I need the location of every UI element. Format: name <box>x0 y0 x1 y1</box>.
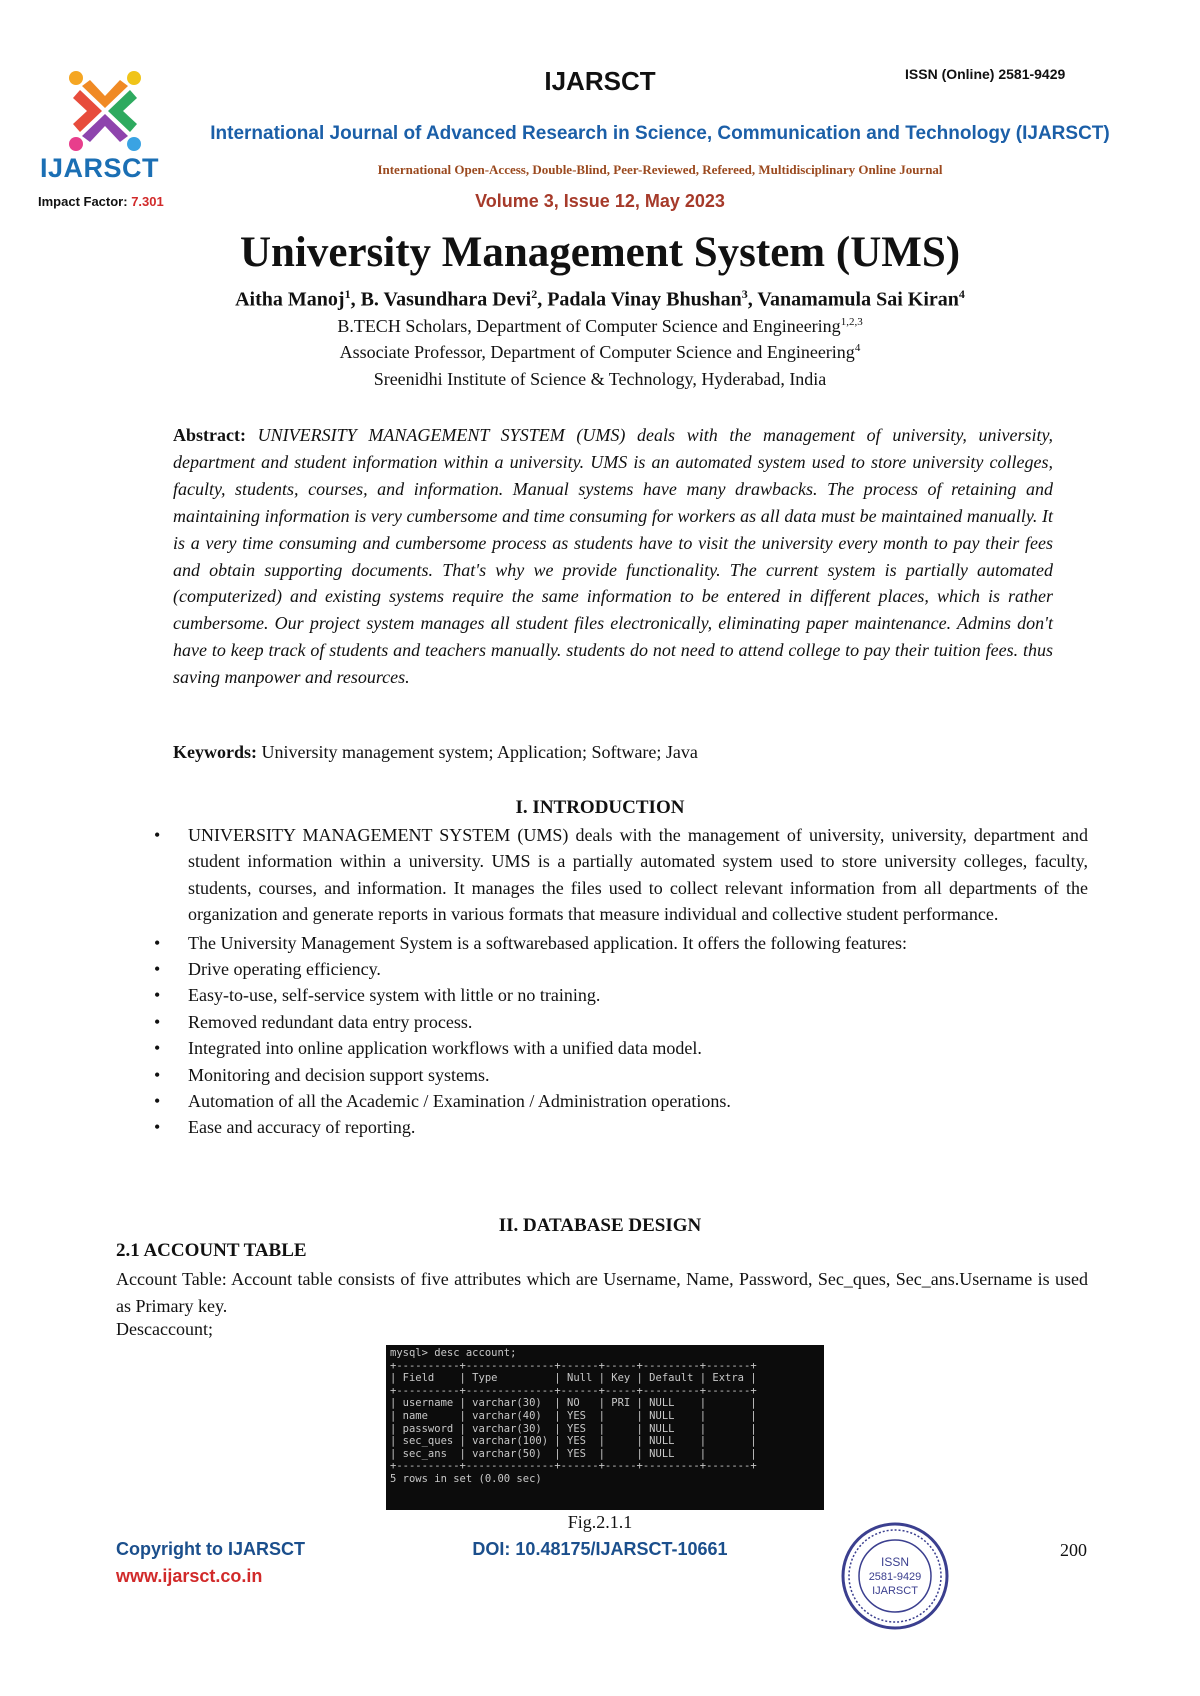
keywords <box>173 742 1053 763</box>
abstract <box>173 422 1053 691</box>
section-heading-introduction: I. INTRODUCTION <box>515 797 685 818</box>
issn-online: ISSN (Online) 2581-9429 <box>905 66 1066 82</box>
list-item-text: Easy-to-use, self-service system with little or no training. <box>188 985 601 1006</box>
account-table-description: Account Table: Account table consists of five attributes which are Username, Name, Password, Sec_ques, Sec_ans.Username is used as Primary key. <box>116 1269 1088 1316</box>
affiliation-sup: 1,2,3 <box>840 316 863 328</box>
section-heading-database-design: II. DATABASE DESIGN <box>498 1215 702 1236</box>
affiliation-text: B.TECH Scholars, Department of Computer Science and Engineering <box>337 316 841 336</box>
impact-factor-label: Impact Factor: <box>38 194 128 209</box>
list-item <box>150 1035 1088 1061</box>
desc-command-text: Descaccount; <box>116 1319 213 1339</box>
abstract-text: UNIVERSITY MANAGEMENT SYSTEM (UMS) deals with the management of university, university, department and student information within a university. UMS is an automated system used to store university colleges, faculty, students, courses, and information. Manual systems have many drawbacks. The process of retaining and maintaining information is very cumbersome and time consuming for workers as all data must be maintained manually. It is a very time consuming and cumbersome process as students have to visit the university every month to pay their fees and obtain supporting documents. That's why we provide functionality. The current system is partially automated (computerized) and existing systems require the same information to be entered in different places, which is rather cumbersome. Our project system manages all student files electronically, eliminating paper maintenance. Admins don't have to keep track of students and teachers manually. students do not need to attend college to pay their tuition fees. thus saving manpower and resources. <box>173 425 1054 688</box>
list-item <box>150 982 1088 1008</box>
seal-text: IJARSCT <box>872 1585 918 1597</box>
abstract-label: Abstract: <box>173 425 246 445</box>
bullet-icon: • <box>154 825 161 845</box>
bullet-icon: • <box>154 1117 161 1138</box>
affiliation-text: Associate Professor, Department of Computer Science and Engineering <box>339 342 855 362</box>
copyright-text: Copyright to IJARSCT <box>116 1539 305 1559</box>
list-item <box>150 1009 1088 1035</box>
terminal-table-line: | name | varchar(40) | YES | | NULL | | <box>390 1409 757 1422</box>
author-separator: , <box>537 288 548 311</box>
list-item <box>150 1088 1088 1114</box>
list-item-text: Monitoring and decision support systems. <box>188 1064 490 1085</box>
author-affil-number: 1 <box>344 287 351 301</box>
list-item-text: Ease and accuracy of reporting. <box>188 1117 416 1138</box>
author-name: B. Vasundhara Devi <box>360 288 532 311</box>
journal-subtitle: International Open-Access, Double-Blind, Peer-Reviewed, Refereed, Multidisciplinary Online Journal <box>377 162 943 177</box>
terminal-table-line: | sec_ques | varchar(100) | YES | | NULL | | <box>390 1435 757 1448</box>
journal-abbreviation: IJARSCT <box>544 66 656 96</box>
terminal-table-line: | username | varchar(30) | NO | PRI | NULL | | <box>390 1397 757 1410</box>
author-affil-number: 2 <box>531 287 538 301</box>
terminal-table-line: | Field | Type | Null | Key | Default | Extra | <box>390 1372 757 1385</box>
author-separator: , <box>747 288 758 311</box>
list-item-text: UNIVERSITY MANAGEMENT SYSTEM (UMS) deals with the management of university, university, department and student information within a university. UMS is a partially automated system used to store university colleges, faculty, students, courses, and information. It manages the files used to collect relevant information from all departments of the organization and generate reports in various formats that measure individual and collective student performance. <box>188 825 1088 925</box>
terminal-prompt-line: mysql> desc account; <box>390 1347 517 1359</box>
author-name: Vanamamula Sai Kiran <box>757 288 959 311</box>
list-item-text: The University Management System is a softwarebased application. It offers the following features: <box>188 932 907 953</box>
doi-text: DOI: 10.48175/IJARSCT-10661 <box>472 1539 728 1559</box>
list-item-text: Automation of all the Academic / Examination / Administration operations. <box>188 1091 731 1112</box>
affiliation-professor <box>0 342 1200 363</box>
list-item <box>150 956 1088 982</box>
terminal-table-line: +----------+--------------+------+-----+---------+-------+ <box>390 1384 757 1397</box>
affiliation-institute: Sreenidhi Institute of Science & Technology, Hyderabad, India <box>373 369 827 389</box>
terminal-table-line: | sec_ans | varchar(50) | YES | | NULL | | <box>390 1447 757 1460</box>
terminal-table-line: | password | varchar(30) | YES | | NULL | | <box>390 1422 757 1435</box>
keywords-label: Keywords: <box>173 742 257 762</box>
terminal-footer-line: 5 rows in set (0.00 sec) <box>390 1472 542 1485</box>
list-item-text: Removed redundant data entry process. <box>188 1011 473 1032</box>
author-affil-number: 4 <box>958 287 965 301</box>
issn-seal-stamp <box>839 1520 951 1632</box>
paper-title: University Management System (UMS) <box>239 229 961 276</box>
author-affil-number: 3 <box>741 287 748 301</box>
bullet-icon: • <box>154 959 161 980</box>
journal-full-name: International Journal of Advanced Research in Science, Communication and Technology (IJARSCT) <box>210 123 1110 144</box>
bullet-icon: • <box>154 1064 161 1085</box>
keywords-text: University management system; Application; Software; Java <box>261 742 698 762</box>
list-item <box>150 1062 1088 1088</box>
volume-issue: Volume 3, Issue 12, May 2023 <box>475 191 725 211</box>
list-item-text: Integrated into online application workflows with a unified data model. <box>188 1038 702 1059</box>
affiliation-scholars <box>0 316 1200 337</box>
author-list <box>0 287 1200 312</box>
seal-text: 2581-9429 <box>868 1571 922 1583</box>
list-item <box>150 822 1088 928</box>
page-number: 200 <box>1060 1540 1087 1560</box>
introduction-bullet-list <box>150 822 1088 1141</box>
bullet-icon: • <box>154 1091 161 1112</box>
bullet-icon: • <box>154 985 161 1006</box>
author-name: Padala Vinay Bhushan <box>547 288 742 311</box>
author-name: Aitha Manoj <box>235 288 345 311</box>
terminal-table-line: +----------+--------------+------+-----+---------+-------+ <box>390 1359 757 1372</box>
affiliation-sup: 4 <box>854 342 861 354</box>
seal-text: ISSN <box>880 1555 910 1569</box>
bullet-icon: • <box>154 932 161 953</box>
logo-wordmark: IJARSCT <box>40 153 160 183</box>
journal-website-link[interactable]: www.ijarsct.co.in <box>116 1566 263 1586</box>
figure-caption: Fig.2.1.1 <box>567 1512 633 1532</box>
list-item <box>150 1114 1088 1140</box>
author-separator: , <box>350 288 361 311</box>
bullet-icon: • <box>154 1038 161 1059</box>
terminal-table-line: +----------+--------------+------+-----+---------+-------+ <box>390 1460 757 1473</box>
mysql-terminal-screenshot <box>386 1345 824 1510</box>
list-item <box>150 930 1088 956</box>
list-item-text: Drive operating efficiency. <box>188 959 381 980</box>
bullet-icon: • <box>154 1011 161 1032</box>
subsection-heading-account-table: 2.1 ACCOUNT TABLE <box>116 1240 307 1261</box>
impact-factor-value: 7.301 <box>131 194 164 209</box>
